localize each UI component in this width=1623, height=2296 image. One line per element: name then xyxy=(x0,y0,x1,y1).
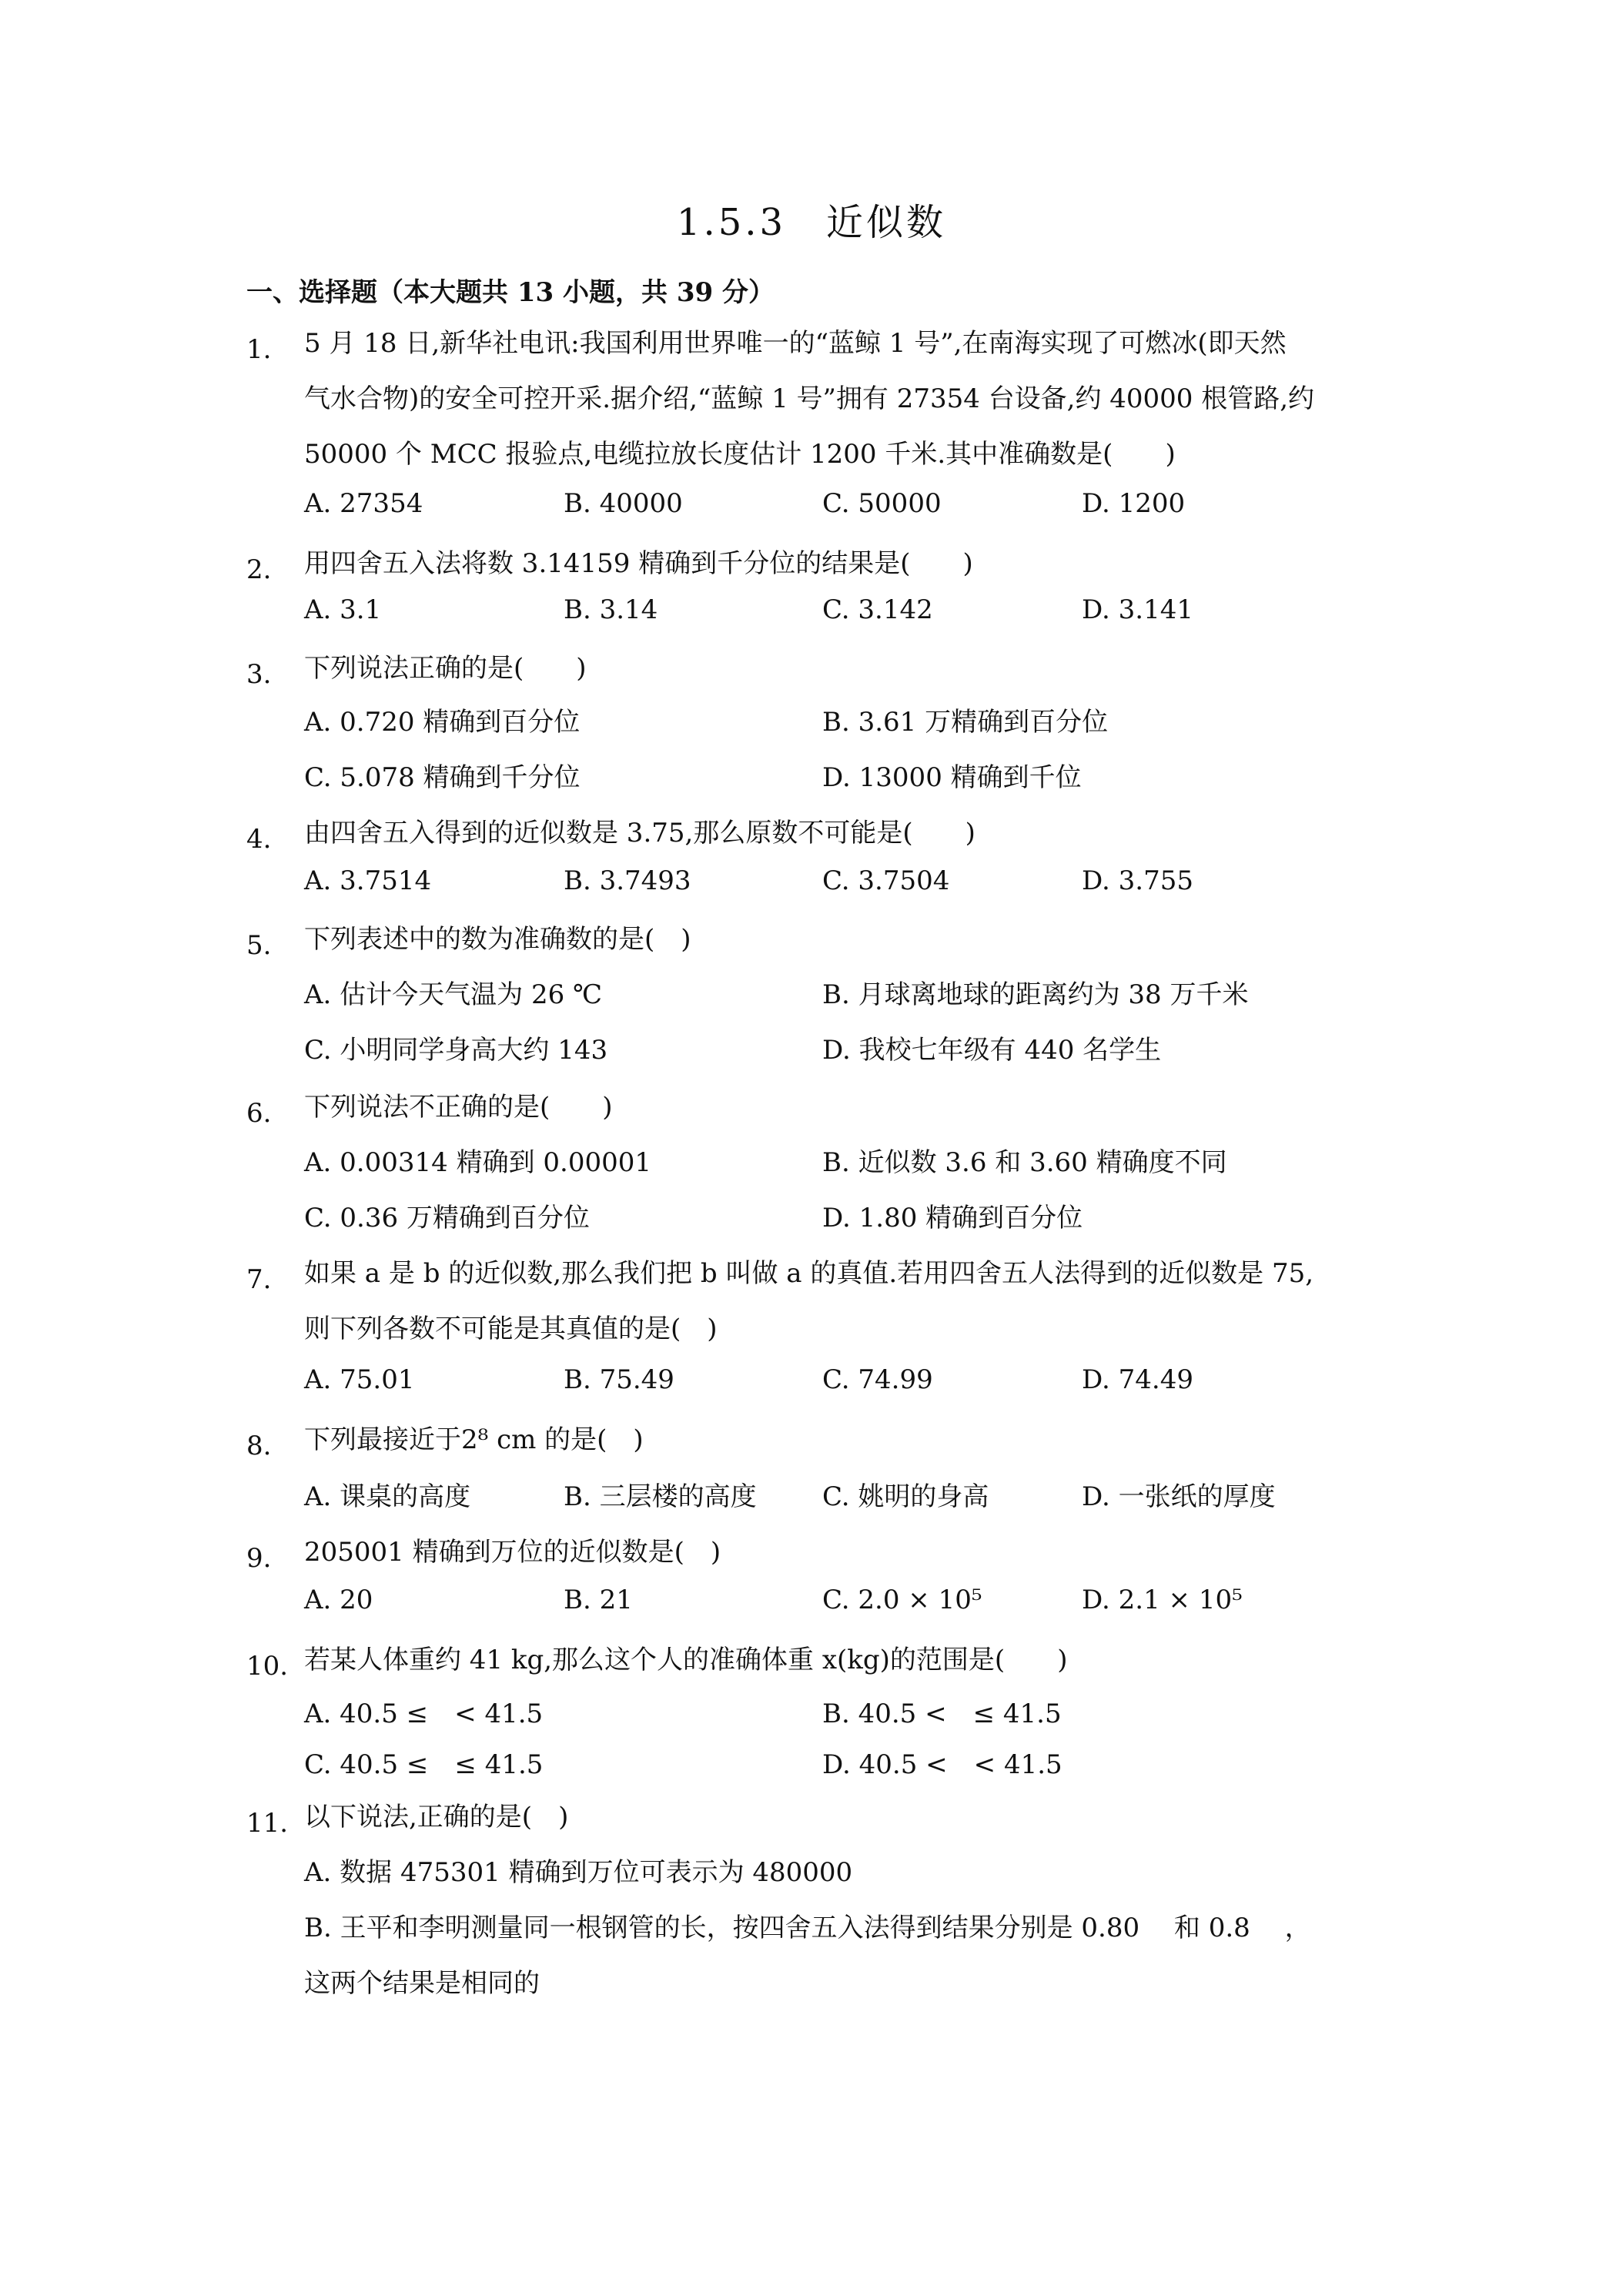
question-text-line: 下列最接近于2⁸ cm 的是( ) xyxy=(304,1424,644,1455)
question-number: 5. xyxy=(246,930,272,961)
option-c[interactable]: C. 40.5 ≤ ≤ 41.5 xyxy=(304,1749,544,1780)
question-text-line: 气水合物)的安全可控开采.据介绍,“蓝鲸 1 号”拥有 27354 台设备,约 40000 根管路,约 xyxy=(304,383,1315,414)
question-number: 8. xyxy=(246,1431,272,1461)
option-b[interactable]: B. 3.7493 xyxy=(564,865,691,896)
option-d[interactable]: D. 74.49 xyxy=(1082,1364,1193,1395)
option-a[interactable]: A. 估计今天气温为 26 ℃ xyxy=(304,979,603,1010)
option-d[interactable]: D. 1.80 精确到百分位 xyxy=(822,1203,1083,1233)
option-b[interactable]: B. 王平和李明测量同一根钢管的长，按四舍五入法得到结果分别是 0.80 和 0.8 ， xyxy=(304,1913,1311,1943)
question-text-line: 下列表述中的数为准确数的是( ) xyxy=(304,924,691,955)
option-b[interactable]: B. 40000 xyxy=(564,488,683,519)
option-a[interactable]: A. 0.720 精确到百分位 xyxy=(304,707,581,738)
option-a[interactable]: A. 3.1 xyxy=(304,594,382,625)
question-number: 7. xyxy=(246,1264,272,1295)
question-text-line: 50000 个 MCC 报验点,电缆拉放长度估计 1200 千米.其中准确数是( ) xyxy=(304,439,1176,470)
question-number: 1. xyxy=(246,334,272,365)
option-a[interactable]: A. 课桌的高度 xyxy=(304,1481,471,1512)
option-c[interactable]: C. 0.36 万精确到百分位 xyxy=(304,1203,590,1233)
question-text-line: 若某人体重约 41 kg,那么这个人的准确体重 x(kg)的范围是( ) xyxy=(304,1645,1068,1675)
option-b[interactable]: B. 75.49 xyxy=(564,1364,674,1395)
question-number: 11. xyxy=(246,1808,289,1839)
question-text-line: 用四舍五入法将数 3.14159 精确到千分位的结果是( ) xyxy=(304,548,973,579)
question-text-line: 下列说法不正确的是( ) xyxy=(304,1092,613,1123)
option-c[interactable]: C. 姚明的身高 xyxy=(822,1481,989,1512)
question-text-line: 则下列各数不可能是其真值的是( ) xyxy=(304,1314,718,1344)
question-number: 9. xyxy=(246,1543,272,1574)
option-d[interactable]: D. 3.755 xyxy=(1082,865,1193,896)
option-d[interactable]: D. 3.141 xyxy=(1082,594,1193,625)
option-b[interactable]: B. 40.5 < ≤ 41.5 xyxy=(822,1699,1062,1729)
option-c[interactable]: C. 3.7504 xyxy=(822,865,950,896)
option-b[interactable]: B. 三层楼的高度 xyxy=(564,1481,757,1512)
option-d[interactable]: D. 40.5 < < 41.5 xyxy=(822,1749,1062,1780)
question-number: 10. xyxy=(246,1651,289,1682)
option-d[interactable]: D. 一张纸的厚度 xyxy=(1082,1481,1276,1512)
option-a[interactable]: A. 3.7514 xyxy=(304,865,432,896)
option-b-continued: 这两个结果是相同的 xyxy=(304,1968,540,1999)
option-c[interactable]: C. 50000 xyxy=(822,488,942,519)
option-d[interactable]: D. 13000 精确到千位 xyxy=(822,762,1082,793)
option-d[interactable]: D. 我校七年级有 440 名学生 xyxy=(822,1035,1162,1066)
option-a[interactable]: A. 数据 475301 精确到万位可表示为 480000 xyxy=(304,1857,853,1888)
option-b[interactable]: B. 3.61 万精确到百分位 xyxy=(822,707,1109,738)
question-number: 2. xyxy=(246,554,272,585)
question-number: 3. xyxy=(246,659,272,690)
option-a[interactable]: A. 0.00314 精确到 0.00001 xyxy=(304,1147,651,1178)
option-a[interactable]: A. 27354 xyxy=(304,488,423,519)
option-b[interactable]: B. 近似数 3.6 和 3.60 精确度不同 xyxy=(822,1147,1227,1178)
option-b[interactable]: B. 月球离地球的距离约为 38 万千米 xyxy=(822,979,1249,1010)
question-number: 4. xyxy=(246,824,272,855)
question-text-line: 如果 a 是 b 的近似数,那么我们把 b 叫做 a 的真值.若用四舍五人法得到的近似数是 75, xyxy=(304,1258,1314,1289)
option-a[interactable]: A. 75.01 xyxy=(304,1364,415,1395)
question-number: 6. xyxy=(246,1098,272,1129)
option-d[interactable]: D. 1200 xyxy=(1082,488,1186,519)
question-text-line: 205001 精确到万位的近似数是( ) xyxy=(304,1537,721,1568)
option-c[interactable]: C. 小明同学身高大约 143 xyxy=(304,1035,608,1066)
option-b[interactable]: B. 21 xyxy=(564,1585,633,1615)
option-a[interactable]: A. 40.5 ≤ < 41.5 xyxy=(304,1699,544,1729)
option-b[interactable]: B. 3.14 xyxy=(564,594,658,625)
option-c[interactable]: C. 3.142 xyxy=(822,594,933,625)
question-text-line: 下列说法正确的是( ) xyxy=(304,653,587,684)
question-text-line: 由四舍五入得到的近似数是 3.75,那么原数不可能是( ) xyxy=(304,818,975,848)
section-heading: 一、选择题（本大题共 13 小题，共 39 分） xyxy=(246,277,775,308)
option-d[interactable]: D. 2.1 × 10⁵ xyxy=(1082,1585,1243,1615)
page-title: 1.5.3 近似数 xyxy=(676,201,947,244)
option-c[interactable]: C. 2.0 × 10⁵ xyxy=(822,1585,982,1615)
question-text-line: 以下说法,正确的是( ) xyxy=(304,1802,569,1832)
question-text-line: 5 月 18 日,新华社电讯:我国利用世界唯一的“蓝鲸 1 号”,在南海实现了可燃冰(即天然 xyxy=(304,328,1287,359)
option-c[interactable]: C. 5.078 精确到千分位 xyxy=(304,762,581,793)
option-a[interactable]: A. 20 xyxy=(304,1585,373,1615)
option-c[interactable]: C. 74.99 xyxy=(822,1364,933,1395)
